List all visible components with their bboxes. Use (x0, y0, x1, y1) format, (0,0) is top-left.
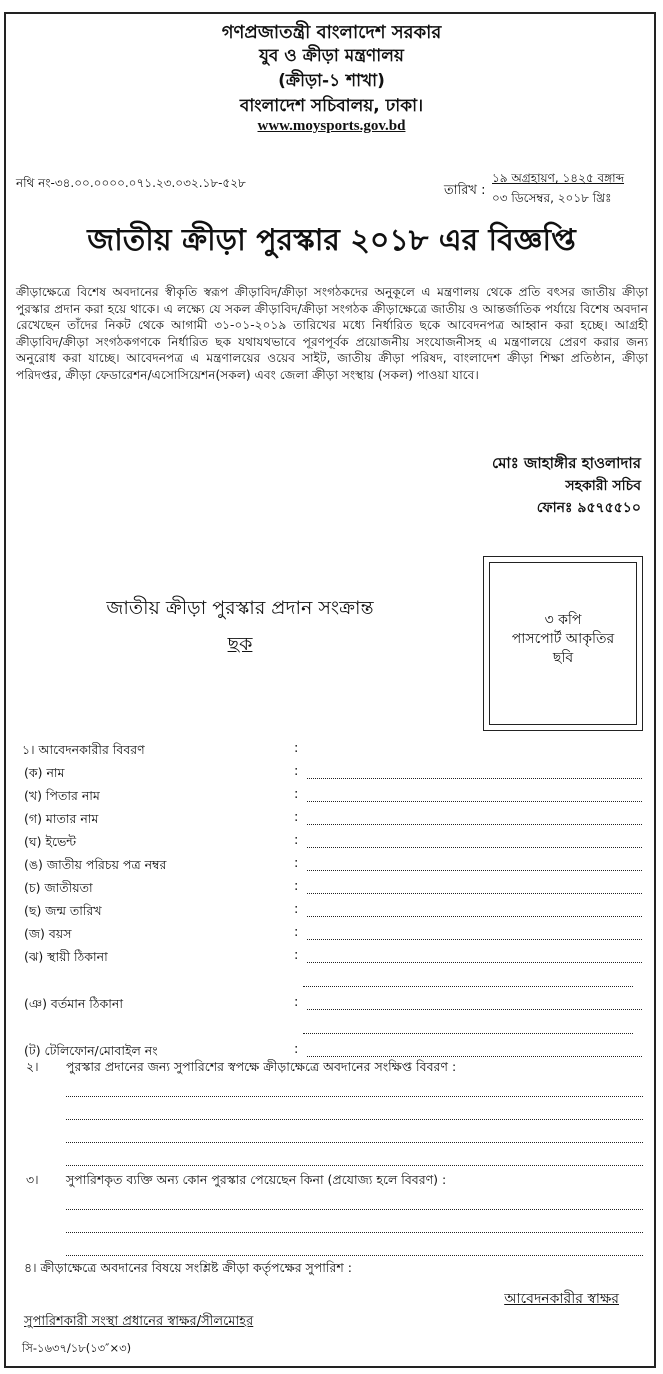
signatory-designation: সহকারী সচিব (565, 478, 641, 494)
field-colon: : (294, 856, 299, 871)
website-link[interactable]: www.moysports.gov.bd (257, 118, 406, 134)
date-bangla: ১৯ অগ্রহায়ণ, ১৪২৫ বঙ্গাব্দ (492, 171, 625, 185)
section3-number: ৩। (26, 1172, 39, 1187)
section3-line-1[interactable] (66, 1197, 643, 1210)
date-english: ০৩ ডিসেম্বর, ২০১৮ খ্রিঃ (492, 191, 612, 205)
footer-code: সি-১৬৩৭/১৮(১৩″×৩) (22, 1341, 132, 1355)
section2-text: পুরস্কার প্রদানের জন্য সুপারিশের স্বপক্ষে ক্রীড়াক্ষেত্রে অবদানের সংক্ষিপ্ত বিবরণ : (66, 1059, 457, 1074)
field-colon: : (294, 948, 299, 963)
photo-box (483, 556, 643, 731)
signatory-phone: ফোনঃ ৯৫৭৫৫১০ (536, 500, 641, 516)
mother-name-input[interactable] (307, 812, 642, 825)
nid-input[interactable] (307, 858, 642, 871)
section4-text: ৪। ক্রীড়াক্ষেত্রে অবদানের বিষয়ে সংশ্লিষ্ট ক্রীড়া কর্তৃপক্ষের সুপারিশ : (24, 1260, 352, 1275)
field-colon: : (294, 810, 299, 825)
field-label-permanent-address: (ঝ) স্থায়ী ঠিকানা (24, 949, 108, 964)
section1-colon: : (294, 741, 299, 756)
field-colon: : (294, 764, 299, 779)
photo-size: পাসপোর্ট আকৃতির (511, 631, 615, 647)
memo-number: নথি নং-৩৪.০০.০০০০.০৭১.২৩.০৩২.১৮-৫২৮ (16, 176, 246, 190)
field-label-phone: (ট) টেলিফোন/মোবাইল নং (24, 1043, 158, 1058)
section3-line-3[interactable] (66, 1243, 643, 1256)
notice-title: জাতীয় ক্রীড়া পুরস্কার ২০১৮ এর বিজ্ঞপ্তি (87, 223, 576, 258)
date-label: তারিখ : (444, 183, 486, 198)
section2-line-2[interactable] (66, 1107, 643, 1120)
field-label-present-address: (ঞ) বর্তমান ঠিকানা (24, 996, 123, 1011)
form-subheading (60, 630, 420, 662)
dob-input[interactable] (307, 904, 642, 917)
section2-number: ২। (26, 1059, 39, 1074)
field-label-name: (ক) নাম (24, 765, 65, 780)
field-colon: : (294, 995, 299, 1010)
section2-line-3[interactable] (66, 1130, 643, 1143)
section1-title: ১। আবেদনকারীর বিবরণ (22, 742, 145, 757)
section-name: (ক্রীড়া-১ শাখা) (278, 71, 385, 91)
field-colon: : (294, 787, 299, 802)
age-input[interactable] (307, 927, 642, 940)
father-name-input[interactable] (307, 789, 642, 802)
govt-name: গণপ্রজাতন্ত্রী বাংলাদেশ সরকার (221, 22, 442, 43)
photo-label: ছবি (552, 650, 574, 666)
signatory-name: মোঃ জাহাঙ্গীর হাওলাদার (492, 454, 641, 472)
field-label-age: (জ) বয়স (24, 926, 72, 941)
field-colon: : (294, 1042, 299, 1057)
field-label-mother: (গ) মাতার নাম (24, 811, 99, 826)
field-colon: : (294, 925, 299, 940)
applicant-signature: আবেদনকারীর স্বাক্ষর (504, 1291, 619, 1307)
field-label-father: (খ) পিতার নাম (24, 788, 100, 803)
field-label-nationality: (চ) জাতীয়তা (24, 880, 93, 895)
section3-text: সুপারিশকৃত ব্যক্তি অন্য কোন পুরস্কার পেয়েছেন কিনা (প্রযোজ্য হলে বিবরণ) : (66, 1172, 447, 1187)
field-colon: : (294, 902, 299, 917)
field-colon: : (294, 833, 299, 848)
photo-box-inner (489, 562, 637, 725)
photo-copies: ৩ কপি (544, 612, 582, 628)
present-address-input[interactable] (307, 997, 642, 1010)
field-label-nid: (ঙ) জাতীয় পরিচয় পত্র নম্বর (24, 857, 167, 872)
section3-line-2[interactable] (66, 1220, 643, 1233)
form-heading: জাতীয় ক্রীড়া পুরস্কার প্রদান সংক্রান্ত (106, 597, 374, 619)
nationality-input[interactable] (307, 881, 642, 894)
phone-input[interactable] (307, 1044, 642, 1057)
field-label-dob: (ছ) জন্ম তারিখ (24, 903, 102, 918)
present-address-input-line2[interactable] (303, 1021, 633, 1034)
section2-line-1[interactable] (66, 1084, 643, 1097)
notice-body: ক্রীড়াক্ষেত্রে বিশেষ অবদানের স্বীকৃতি স্বরূপ ক্রীড়াবিদ/ক্রীড়া সংগঠকদের অনুকূলে এ মন্ত্রণালয় থেকে প্রতি বৎসর জাতীয় ক্রীড়া পুরস্কার প্রদান করা হয়ে থাকে। এ লক্ষ্যে যে সকল ক্রীড়াবিদ/ক্রীড়া সংগঠক ক্রীড়াক্ষেত্রে জাতীয় ও আন্তর্জাতিক পর্যায়ে বিশেষ অবদান রেখেছেন তাঁদের নিকট থেকে আগামী ৩১-০১-২০১৯ তারিখের মধ্যে নির্ধারিত ছকে আবেদনপত্র আহ্বান করা হচ্ছে। আগ্রহী ক্রীড়াবিদ/ক্রীড়া সংগঠকগণকে নির্ধারিত ছক যথাযথভাবে পূরণপূর্বক প্রয়োজনীয় সংযোজনীসহ এ মন্ত্রণালয়ে প্রেরণ করার জন্য অনুরোধ করা যাচ্ছে। আবেদনপত্র এ মন্ত্রণালয়ের ওয়েব সাইট, জাতীয় ক্রীড়া পরিষদ, বাংলাদেশ ক্রীড়া শিক্ষা প্রতিষ্ঠান, ক্রীড়া পরিদপ্তর, ক্রীড়া ফেডারেশন/এসোসিয়েশন(সকল) এবং জেলা ক্রীড়া সংস্থায় (সকল) পাওয়া যাবে। (16, 285, 648, 382)
field-label-event: (ঘ) ইভেন্ট (24, 834, 77, 849)
form-subheading-text: ছক (227, 633, 253, 655)
ministry-name: যুব ও ক্রীড়া মন্ত্রণালয় (259, 46, 404, 66)
permanent-address-input[interactable] (307, 950, 642, 963)
recommender-signature: সুপারিশকারী সংস্থা প্রধানের স্বাক্ষর/সীলমোহর (24, 1314, 254, 1329)
office-address: বাংলাদেশ সচিবালয়, ঢাকা। (239, 96, 424, 116)
permanent-address-input-line2[interactable] (303, 974, 633, 987)
field-colon: : (294, 879, 299, 894)
name-input[interactable] (307, 766, 642, 779)
section2-line-4[interactable] (66, 1153, 643, 1166)
event-input[interactable] (307, 835, 642, 848)
